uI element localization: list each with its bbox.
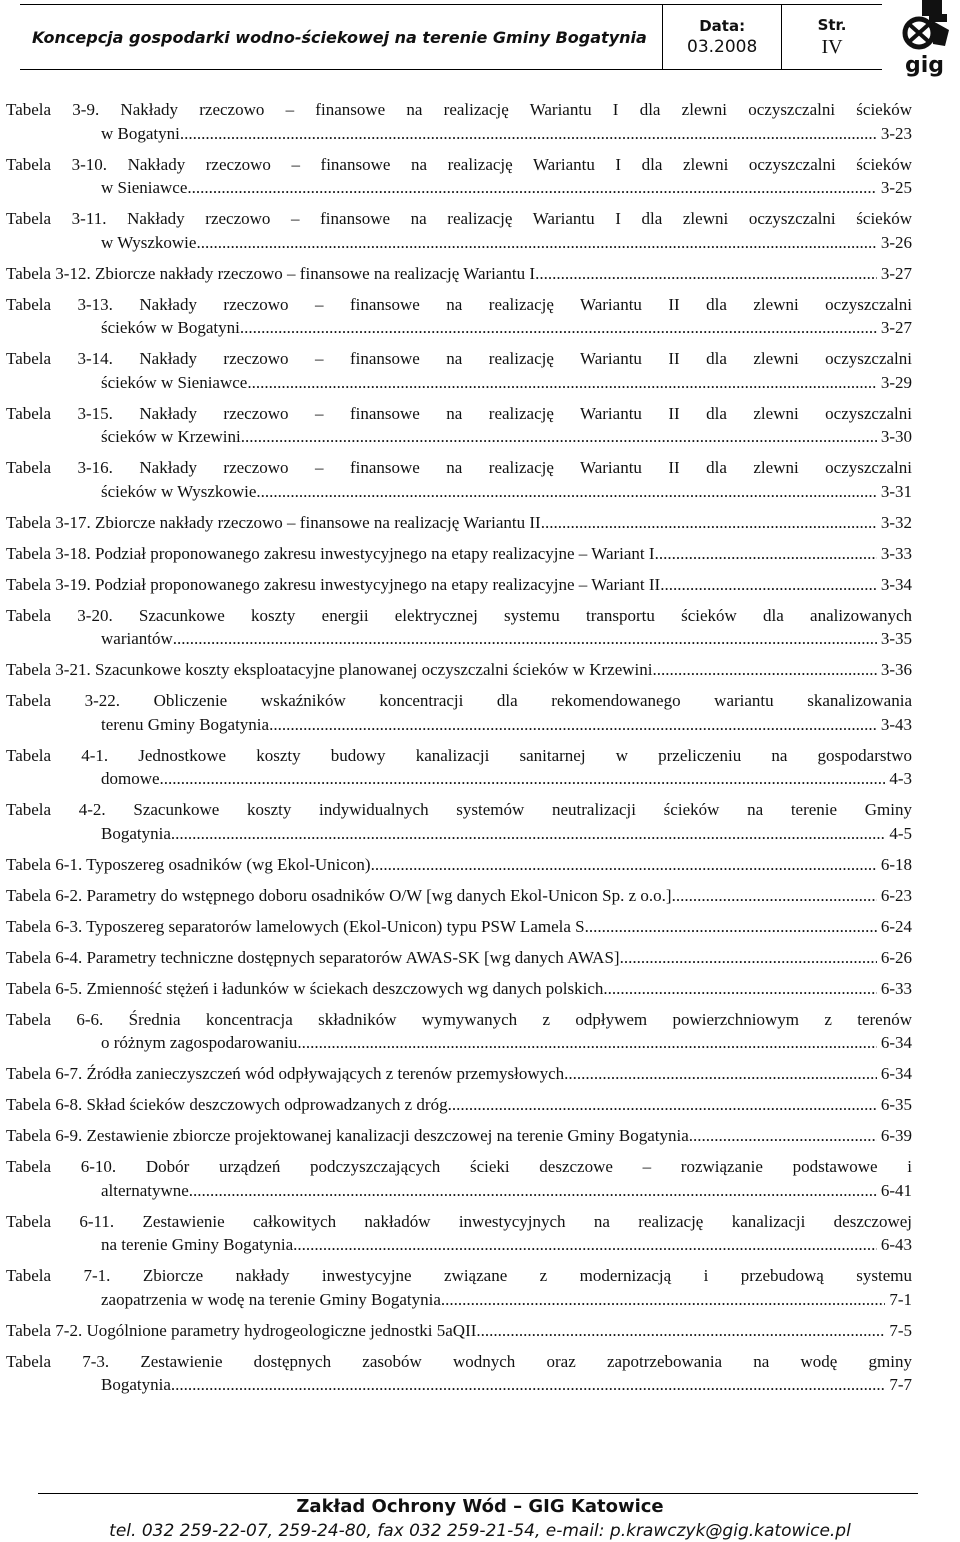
toc-entry-lastline [6,542,912,566]
toc-entry-lastline [6,767,912,791]
toc-entry-text: w Bogatyni [101,123,180,143]
toc-entry-title: Tabela 7-3. Zestawienie dostępnych zasobów wodnych oraz zapotrzebowania na wodę gminy [6,1351,912,1371]
toc-page-number: 7-7 [889,1375,912,1394]
toc-entry-title: Tabela 3-10. Nakłady rzeczowo – finansowe na realizację Wariantu I dla zlewni oczyszczalni ścieków [6,154,912,174]
toc-entry-lastline [6,480,912,504]
toc-leader-dots [187,176,876,200]
toc-page-number: 6-43 [880,1235,912,1254]
table-of-tables [6,98,912,1404]
toc-entry[interactable] [6,1062,912,1086]
toc-leader-dots [541,511,877,535]
toc-entry-text: wariantów [101,629,173,648]
toc-entry-title: Tabela 4-1. Jednostkowe koszty budowy kanalizacji sanitarnej w przeliczeniu na gospodarstwo [6,745,912,765]
toc-entry[interactable] [6,1319,912,1343]
toc-leader-dots [247,371,876,395]
toc-entry-lastline [6,425,912,449]
toc-entry-text: w Sieniawce [101,178,188,197]
toc-entry-title: Tabela 6-6. Średnia koncentracja składników wymywanych z odpływem powierzchniowym z terenów [6,1009,912,1029]
toc-entry-text: Tabela 3-19. Podział proponowanego zakresu inwestycyjnego na etapy realizacyjne – Wariant II [6,574,661,594]
toc-leader-dots [297,1031,876,1055]
toc-leader-dots [652,658,876,682]
toc-entry-text: Tabela 6-4. Parametry techniczne dostępnych separatorów AWAS-SK [wg danych AWAS] [6,947,620,967]
toc-page-number: 3-30 [880,427,912,446]
toc-entry-lastline [6,658,912,682]
toc-entry[interactable] [6,744,912,791]
toc-entry[interactable] [6,604,912,651]
toc-leader-dots [240,316,877,340]
toc-page-number: 3-34 [880,574,912,594]
toc-entry-lastline [6,1179,912,1203]
page-header [20,4,882,70]
toc-entry-lastline [6,316,912,340]
toc-page-number: 4-5 [889,823,912,843]
toc-entry-lastline [6,853,912,877]
toc-page-number: 3-23 [880,123,912,143]
toc-leader-dots [171,1373,885,1397]
toc-entry-title: Tabela 6-11. Zestawienie całkowitych nakładów inwestycyjnych na realizację kanalizacji deszczowej [6,1211,912,1231]
toc-entry-text: Tabela 6-8. Skład ścieków deszczowych odprowadzanych z dróg [6,1095,448,1114]
document-title: Koncepcja gospodarki wodno-ściekowej na terenie Gminy Bogatynia [32,27,647,47]
toc-entry-lastline [6,1319,912,1343]
toc-entry-title: Tabela 3-16. Nakłady rzeczowo – finansowe na realizację Wariantu II dla zlewni oczyszczalni [6,458,912,477]
toc-leader-dots [672,884,877,908]
gig-logo-icon [893,0,955,78]
toc-entry-text: ścieków w Sieniawce [101,372,248,392]
toc-entry[interactable] [6,511,912,535]
toc-leader-dots [173,627,877,651]
toc-entry[interactable] [6,293,912,340]
toc-leader-dots [441,1288,885,1312]
toc-entry-title: Tabela 3-13. Nakłady rzeczowo – finansowe na realizację Wariantu II dla zlewni oczyszczalni [6,294,912,314]
toc-entry-text: Bogatynia [101,1375,171,1394]
toc-entry-lastline [6,713,912,737]
toc-entry-title: Tabela 3-22. Obliczenie wskaźników koncentracji dla rekomendowanego wariantu skanalizowania [6,691,912,710]
toc-page-number: 6-33 [880,978,912,998]
toc-page-number: 6-34 [880,1064,912,1083]
footer-contact: tel. 032 259-22-07, 259-24-80, fax 032 259-21-54, e-mail: p.krawczyk@gig.katowice.pl [109,1521,851,1541]
toc-page-number: 6-18 [880,854,912,874]
toc-page-number: 3-25 [880,178,912,197]
toc-entry[interactable] [6,1155,912,1202]
toc-leader-dots [448,1093,877,1117]
toc-page-number: 7-1 [889,1289,912,1309]
toc-entry-text: ścieków w Krzewini [101,427,241,446]
toc-entry[interactable] [6,262,912,286]
toc-leader-dots [603,977,876,1001]
toc-leader-dots [160,767,886,791]
date-value: 03.2008 [687,37,758,57]
toc-entry[interactable] [6,977,912,1001]
toc-entry-text: domowe [101,769,160,788]
toc-entry-text: na terenie Gminy Bogatynia [101,1235,294,1254]
toc-page-number: 6-26 [880,947,912,967]
header-title-cell [20,5,663,69]
toc-entry[interactable] [6,1093,912,1117]
toc-entry[interactable] [6,689,912,736]
toc-entry-lastline [6,1093,912,1117]
toc-page-number: 7-5 [889,1320,912,1340]
toc-entry[interactable] [6,207,912,254]
toc-leader-dots [660,573,877,597]
toc-entry-text: Tabela 7-2. Uogólnione parametry hydrogeologiczne jednostki 5aQII [6,1320,477,1340]
toc-page-number: 3-43 [880,714,912,734]
toc-entry[interactable] [6,853,912,877]
toc-entry-title: Tabela 3-14. Nakłady rzeczowo – finansowe na realizację Wariantu II dla zlewni oczyszczalni [6,349,912,368]
toc-leader-dots [585,915,877,939]
toc-leader-dots [689,1124,877,1148]
toc-page-number: 6-24 [880,916,912,936]
toc-entry-text: o różnym zagospodarowaniu [101,1033,298,1052]
toc-leader-dots [256,480,876,504]
toc-entry-title: Tabela 4-2. Szacunkowe koszty indywidualnych systemów neutralizacji ścieków na terenie Gminy [6,800,912,819]
toc-leader-dots [564,1062,877,1086]
toc-entry-text: Tabela 3-18. Podział proponowanego zakresu inwestycyjnego na etapy realizacyjne – Wariant I [6,543,655,563]
toc-page-number: 6-41 [880,1180,912,1200]
toc-entry-text: ścieków w Bogatyni [101,318,240,337]
toc-leader-dots [171,822,885,846]
toc-entry[interactable] [6,1264,912,1311]
toc-entry-lastline [6,1373,912,1397]
toc-entry[interactable] [6,456,912,503]
toc-page-number: 3-29 [880,372,912,392]
toc-page-number: 3-33 [880,543,912,563]
toc-page-number: 3-35 [880,629,912,648]
toc-leader-dots [620,946,877,970]
toc-entry[interactable] [6,573,912,597]
toc-entry-lastline [6,1031,912,1055]
toc-entry-lastline [6,884,912,908]
toc-entry[interactable] [6,946,912,970]
toc-entry-text: w Wyszkowie [101,232,197,252]
toc-leader-dots [269,713,877,737]
toc-page-number: 4-3 [889,769,912,788]
toc-page-number: 3-27 [880,263,912,283]
toc-entry[interactable] [6,1124,912,1148]
toc-entry-lastline [6,511,912,535]
toc-page-number: 3-27 [880,318,912,337]
header-page-cell [782,5,882,69]
toc-entry-text: Tabela 6-2. Parametry do wstępnego doboru osadników O/W [wg danych Ekol-Unicon Sp. z o.o.] [6,885,672,905]
toc-entry-title: Tabela 7-1. Zbiorcze nakłady inwestycyjne związane z modernizacją i przebudową systemu [6,1266,912,1285]
toc-leader-dots [189,1179,877,1203]
toc-page-number: 6-35 [880,1095,912,1114]
toc-entry[interactable] [6,542,912,566]
toc-leader-dots [293,1233,877,1257]
page-label: Str. [817,15,847,34]
footer-organization: Zakład Ochrony Wód – GIG Katowice [296,1496,664,1517]
toc-entry-text: terenu Gminy Bogatynia [101,714,270,734]
toc-page-number: 6-34 [880,1033,912,1052]
toc-leader-dots [241,425,877,449]
toc-entry-text: Tabela 6-5. Zmienność stężeń i ładunków w ściekach deszczowych wg danych polskich [6,978,604,998]
toc-entry[interactable] [6,1008,912,1055]
toc-leader-dots [196,231,876,255]
toc-entry-lastline [6,262,912,286]
toc-entry-title: Tabela 6-10. Dobór urządzeń podczyszczających ścieki deszczowe – rozwiązanie podstawowe i [6,1157,912,1176]
toc-entry[interactable] [6,658,912,682]
toc-leader-dots [476,1319,885,1343]
toc-entry[interactable] [6,98,912,145]
toc-entry-text: Tabela 6-3. Typoszereg separatorów lamelowych (Ekol-Unicon) typu PSW Lamela S [6,916,585,936]
toc-entry-text: Tabela 6-7. Źródła zanieczyszczeń wód odpływających z terenów przemysłowych [6,1064,565,1083]
toc-entry-lastline [6,915,912,939]
toc-entry-text: Tabela 3-21. Szacunkowe koszty eksploatacyjne planowanej oczyszczalni ścieków w Krzewini [6,660,653,679]
footer-divider [38,1493,918,1494]
toc-page-number: 3-31 [880,481,912,501]
toc-entry-title: Tabela 3-11. Nakłady rzeczowo – finansowe na realizację Wariantu I dla zlewni oczyszczalni ścieków [6,209,912,228]
page-number: IV [821,35,843,58]
toc-entry-text: zaopatrzenia w wodę na terenie Gminy Bogatynia [101,1289,441,1309]
toc-entry[interactable] [6,347,912,394]
toc-page-number: 3-26 [880,232,912,252]
toc-entry-lastline [6,1233,912,1257]
toc-entry-text: Tabela 3-12. Zbiorcze nakłady rzeczowo – finansowe na realizację Wariantu I [6,263,536,283]
toc-entry[interactable] [6,798,912,845]
toc-entry-title: Tabela 3-15. Nakłady rzeczowo – finansowe na realizację Wariantu II dla zlewni oczyszczalni [6,403,912,423]
toc-entry[interactable] [6,402,912,449]
toc-entry-lastline [6,573,912,597]
toc-entry[interactable] [6,1350,912,1397]
toc-entry[interactable] [6,884,912,908]
toc-leader-dots [371,853,877,877]
toc-entry-text: Tabela 6-9. Zestawienie zbiorcze projektowanej kanalizacji deszczowej na terenie Gminy Bogatynia [6,1126,689,1145]
toc-page-number: 6-39 [880,1126,912,1145]
toc-entry[interactable] [6,915,912,939]
header-date-cell [663,5,782,69]
toc-entry-text: Tabela 6-1. Typoszereg osadników (wg Ekol-Unicon) [6,854,371,874]
toc-entry[interactable] [6,1210,912,1257]
toc-entry-text: alternatywne [101,1180,189,1200]
toc-entry-lastline [6,946,912,970]
toc-entry-lastline [6,1062,912,1086]
toc-page-number: 3-36 [880,660,912,679]
page-footer [0,1496,960,1542]
toc-entry-text: Tabela 3-17. Zbiorcze nakłady rzeczowo – finansowe na realizację Wariantu II [6,512,541,532]
svg-text:gig: gig [905,53,945,78]
toc-entry-lastline [6,1124,912,1148]
toc-entry-lastline [6,627,912,651]
toc-entry-lastline [6,176,912,200]
toc-page-number: 3-32 [880,512,912,532]
toc-entry-title: Tabela 3-9. Nakłady rzeczowo – finansowe na realizację Wariantu I dla zlewni oczyszczalni ścieków [6,100,912,119]
toc-entry-text: ścieków w Wyszkowie [101,481,257,501]
toc-entry-lastline [6,371,912,395]
toc-entry-lastline [6,1288,912,1312]
toc-entry-lastline [6,977,912,1001]
toc-entry-title: Tabela 3-20. Szacunkowe koszty energii elektrycznej systemu transportu ścieków dla analizowanych [6,605,912,625]
date-label: Data: [699,17,746,35]
toc-page-number: 6-23 [880,885,912,905]
toc-entry-text: Bogatynia [101,823,171,843]
toc-entry[interactable] [6,153,912,200]
toc-entry-lastline [6,822,912,846]
toc-leader-dots [535,262,877,286]
toc-leader-dots [655,542,877,566]
toc-leader-dots [180,122,877,146]
toc-entry-lastline [6,122,912,146]
toc-entry-lastline [6,231,912,255]
